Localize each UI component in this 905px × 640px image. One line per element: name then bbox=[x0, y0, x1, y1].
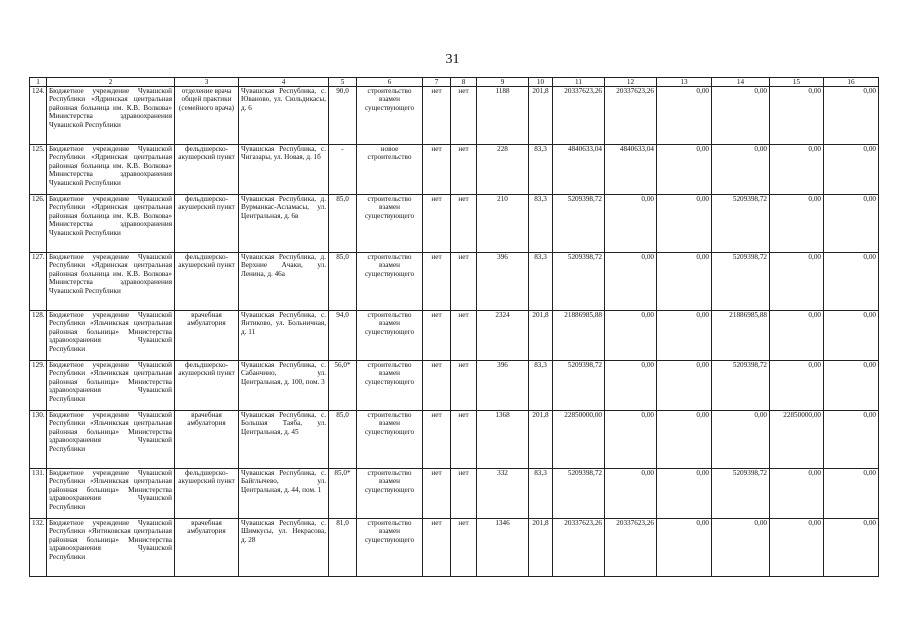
total-cost: 5209398,72 bbox=[553, 195, 605, 253]
column-header: 13 bbox=[657, 78, 712, 87]
institution-name: Бюджетное учреждение Чувашской Республики «Ядринская центральная районная больница им. К.В. Волкова» Министерства здравоохранения Чувашской Республики bbox=[47, 145, 175, 195]
col-9: 332 bbox=[477, 469, 529, 519]
institution-name: Бюджетное учреждение Чувашской Республики «Янтиковская центральная районная больница» Министерства здравоохранения Чувашской Республики bbox=[47, 519, 175, 577]
wear-percent: 85,0* bbox=[329, 469, 357, 519]
wear-percent: 81,0 bbox=[329, 519, 357, 577]
cost-col-13: 0,00 bbox=[657, 253, 712, 311]
column-header: 2 bbox=[47, 78, 175, 87]
construction-type: строительство взамен существующего bbox=[357, 361, 423, 411]
cost-col-15: 0,00 bbox=[770, 469, 824, 519]
col-10: 201,8 bbox=[529, 311, 553, 361]
wear-percent: 85,0 bbox=[329, 253, 357, 311]
cost-col-16: 0,00 bbox=[824, 145, 879, 195]
cost-col-14: 0,00 bbox=[712, 519, 770, 577]
facility-type: врачебная амбулатория bbox=[175, 311, 239, 361]
facility-type: фельдшерско-акушерский пункт bbox=[175, 361, 239, 411]
cost-col-14: 0,00 bbox=[712, 87, 770, 145]
institution-name: Бюджетное учреждение Чувашской Республики «Ядринская центральная районная больница им. К.В. Волкова» Министерства здравоохранения Чувашской Республики bbox=[47, 253, 175, 311]
col-8: нет bbox=[451, 411, 477, 469]
col-9: 1188 bbox=[477, 87, 529, 145]
row-number: 127. bbox=[30, 253, 47, 311]
construction-type: строительство взамен существующего bbox=[357, 311, 423, 361]
column-header: 15 bbox=[770, 78, 824, 87]
col-8: нет bbox=[451, 361, 477, 411]
row-number: 124. bbox=[30, 87, 47, 145]
facility-type: фельдшерско-акушерский пункт bbox=[175, 195, 239, 253]
col-8: нет bbox=[451, 87, 477, 145]
institution-name: Бюджетное учреждение Чувашской Республики «Яльчикская центральная районная больница» Министерства здравоохранения Чувашской Республики bbox=[47, 361, 175, 411]
cost-col-13: 0,00 bbox=[657, 411, 712, 469]
cost-col-12: 4840633,04 bbox=[605, 145, 657, 195]
col-8: нет bbox=[451, 253, 477, 311]
column-header: 8 bbox=[451, 78, 477, 87]
col-9: 2324 bbox=[477, 311, 529, 361]
total-cost: 4840633,04 bbox=[553, 145, 605, 195]
row-number: 125. bbox=[30, 145, 47, 195]
cost-col-13: 0,00 bbox=[657, 519, 712, 577]
cost-col-13: 0,00 bbox=[657, 145, 712, 195]
address: Чувашская Республика, с. Сабанчино, ул. Центральная, д. 100, пом. 3 bbox=[239, 361, 329, 411]
total-cost: 22850000,00 bbox=[553, 411, 605, 469]
cost-col-14: 5209398,72 bbox=[712, 253, 770, 311]
address: Чувашская Республика, с. Байглычево, ул. Центральная, д. 44, пом. 1 bbox=[239, 469, 329, 519]
column-header: 16 bbox=[824, 78, 879, 87]
cost-col-15: 0,00 bbox=[770, 519, 824, 577]
cost-col-16: 0,00 bbox=[824, 469, 879, 519]
address: Чувашская Республика, с. Большая Таяба, ул. Центральная, д. 45 bbox=[239, 411, 329, 469]
wear-percent: 90,0 bbox=[329, 87, 357, 145]
col-10: 201,8 bbox=[529, 411, 553, 469]
cost-col-15: 0,00 bbox=[770, 87, 824, 145]
construction-type: строительство взамен существующего bbox=[357, 195, 423, 253]
column-header: 12 bbox=[605, 78, 657, 87]
facility-type: отделение врача общей практики (семейного врача) bbox=[175, 87, 239, 145]
col-9: 396 bbox=[477, 253, 529, 311]
construction-type: новое строительство bbox=[357, 145, 423, 195]
cost-col-16: 0,00 bbox=[824, 519, 879, 577]
cost-col-12: 20337623,26 bbox=[605, 519, 657, 577]
col-7: нет bbox=[423, 519, 451, 577]
cost-col-12: 0,00 bbox=[605, 253, 657, 311]
cost-col-14: 21886985,88 bbox=[712, 311, 770, 361]
column-header: 4 bbox=[239, 78, 329, 87]
address: Чувашская Республика, д. Вурманкас-Асламасы, ул. Центральная, д. 6в bbox=[239, 195, 329, 253]
page-number: 31 bbox=[445, 52, 460, 67]
cost-col-12: 0,00 bbox=[605, 195, 657, 253]
cost-col-13: 0,00 bbox=[657, 361, 712, 411]
cost-col-14: 5209398,72 bbox=[712, 469, 770, 519]
table-row bbox=[30, 411, 879, 469]
row-number: 129. bbox=[30, 361, 47, 411]
institution-name: Бюджетное учреждение Чувашской Республики «Яльчикская центральная районная больница» Министерства здравоохранения Чувашской Республики bbox=[47, 311, 175, 361]
wear-percent: 85,0 bbox=[329, 411, 357, 469]
construction-type: строительство взамен существующего bbox=[357, 469, 423, 519]
table-row bbox=[30, 87, 879, 145]
institution-name: Бюджетное учреждение Чувашской Республики «Ядринская центральная районная больница им. К.В. Волкова» Министерства здравоохранения Чувашской Республики bbox=[47, 87, 175, 145]
column-header: 5 bbox=[329, 78, 357, 87]
col-9: 396 bbox=[477, 361, 529, 411]
col-9: 210 bbox=[477, 195, 529, 253]
column-header: 3 bbox=[175, 78, 239, 87]
total-cost: 5209398,72 bbox=[553, 361, 605, 411]
facility-type: фельдшерско-акушерский пункт bbox=[175, 145, 239, 195]
wear-percent: 94,0 bbox=[329, 311, 357, 361]
row-number: 130. bbox=[30, 411, 47, 469]
col-10: 83,3 bbox=[529, 361, 553, 411]
col-7: нет bbox=[423, 87, 451, 145]
col-10: 83,3 bbox=[529, 469, 553, 519]
cost-col-12: 0,00 bbox=[605, 311, 657, 361]
column-header: 10 bbox=[529, 78, 553, 87]
column-number-row bbox=[30, 78, 879, 87]
address: Чувашская Республика, с. Юваново, ул. Сюльдикасы, д. 6 bbox=[239, 87, 329, 145]
row-number: 132. bbox=[30, 519, 47, 577]
total-cost: 5209398,72 bbox=[553, 469, 605, 519]
cost-col-14: 5209398,72 bbox=[712, 361, 770, 411]
col-7: нет bbox=[423, 311, 451, 361]
table-row bbox=[30, 253, 879, 311]
wear-percent: 85,0 bbox=[329, 195, 357, 253]
cost-col-14: 0,00 bbox=[712, 145, 770, 195]
row-number: 131. bbox=[30, 469, 47, 519]
cost-col-16: 0,00 bbox=[824, 253, 879, 311]
address: Чувашская Республика, с. Янтиково, ул. Больничная, д. 11 bbox=[239, 311, 329, 361]
facilities-table bbox=[29, 77, 879, 577]
column-header: 11 bbox=[553, 78, 605, 87]
col-9: 1346 bbox=[477, 519, 529, 577]
col-8: нет bbox=[451, 311, 477, 361]
cost-col-15: 0,00 bbox=[770, 253, 824, 311]
col-10: 83,3 bbox=[529, 195, 553, 253]
col-9: 228 bbox=[477, 145, 529, 195]
facility-type: фельдшерско-акушерский пункт bbox=[175, 469, 239, 519]
wear-percent: 56,0* bbox=[329, 361, 357, 411]
cost-col-13: 0,00 bbox=[657, 87, 712, 145]
cost-col-13: 0,00 bbox=[657, 469, 712, 519]
table-row bbox=[30, 195, 879, 253]
wear-percent: - bbox=[329, 145, 357, 195]
column-header: 1 bbox=[30, 78, 47, 87]
column-header: 9 bbox=[477, 78, 529, 87]
cost-col-14: 0,00 bbox=[712, 411, 770, 469]
col-10: 201,8 bbox=[529, 519, 553, 577]
table-row bbox=[30, 311, 879, 361]
cost-col-12: 0,00 bbox=[605, 361, 657, 411]
address: Чувашская Республика, с. Шимкусы, ул. Некрасова, д. 28 bbox=[239, 519, 329, 577]
cost-col-12: 0,00 bbox=[605, 411, 657, 469]
table-row bbox=[30, 519, 879, 577]
column-header: 7 bbox=[423, 78, 451, 87]
cost-col-15: 0,00 bbox=[770, 195, 824, 253]
construction-type: строительство взамен существующего bbox=[357, 519, 423, 577]
cost-col-12: 0,00 bbox=[605, 469, 657, 519]
table-row bbox=[30, 469, 879, 519]
column-header: 14 bbox=[712, 78, 770, 87]
construction-type: строительство взамен существующего bbox=[357, 253, 423, 311]
col-7: нет bbox=[423, 469, 451, 519]
cost-col-15: 0,00 bbox=[770, 361, 824, 411]
cost-col-15: 0,00 bbox=[770, 145, 824, 195]
row-number: 126. bbox=[30, 195, 47, 253]
total-cost: 20337623,26 bbox=[553, 519, 605, 577]
cost-col-16: 0,00 bbox=[824, 411, 879, 469]
row-number: 128. bbox=[30, 311, 47, 361]
col-10: 83,3 bbox=[529, 253, 553, 311]
col-7: нет bbox=[423, 145, 451, 195]
cost-col-16: 0,00 bbox=[824, 87, 879, 145]
col-10: 201,8 bbox=[529, 87, 553, 145]
col-8: нет bbox=[451, 519, 477, 577]
col-8: нет bbox=[451, 469, 477, 519]
facility-type: врачебная амбулатория bbox=[175, 411, 239, 469]
col-7: нет bbox=[423, 361, 451, 411]
institution-name: Бюджетное учреждение Чувашской Республики «Яльчикская центральная районная больница» Министерства здравоохранения Чувашской Республики bbox=[47, 411, 175, 469]
cost-col-14: 5209398,72 bbox=[712, 195, 770, 253]
cost-col-12: 20337623,26 bbox=[605, 87, 657, 145]
table-row bbox=[30, 145, 879, 195]
col-7: нет bbox=[423, 195, 451, 253]
address: Чувашская Республика, с. Чигазары, ул. Новая, д. 1б bbox=[239, 145, 329, 195]
facility-type: врачебная амбулатория bbox=[175, 519, 239, 577]
col-9: 1368 bbox=[477, 411, 529, 469]
col-7: нет bbox=[423, 253, 451, 311]
cost-col-16: 0,00 bbox=[824, 311, 879, 361]
col-8: нет bbox=[451, 195, 477, 253]
cost-col-15: 0,00 bbox=[770, 311, 824, 361]
total-cost: 20337623,26 bbox=[553, 87, 605, 145]
cost-col-16: 0,00 bbox=[824, 361, 879, 411]
cost-col-13: 0,00 bbox=[657, 311, 712, 361]
table-row bbox=[30, 361, 879, 411]
cost-col-15: 22850000,00 bbox=[770, 411, 824, 469]
col-8: нет bbox=[451, 145, 477, 195]
cost-col-16: 0,00 bbox=[824, 195, 879, 253]
cost-col-13: 0,00 bbox=[657, 195, 712, 253]
institution-name: Бюджетное учреждение Чувашской Республики «Яльчикская центральная районная больница» Министерства здравоохранения Чувашской Республики bbox=[47, 469, 175, 519]
total-cost: 21886985,88 bbox=[553, 311, 605, 361]
total-cost: 5209398,72 bbox=[553, 253, 605, 311]
institution-name: Бюджетное учреждение Чувашской Республики «Ядринская центральная районная больница им. К.В. Волкова» Министерства здравоохранения Чувашской Республики bbox=[47, 195, 175, 253]
facility-type: фельдшерско-акушерский пункт bbox=[175, 253, 239, 311]
col-7: нет bbox=[423, 411, 451, 469]
column-header: 6 bbox=[357, 78, 423, 87]
construction-type: строительство взамен существующего bbox=[357, 411, 423, 469]
col-10: 83,3 bbox=[529, 145, 553, 195]
address: Чувашская Республика, д. Верхние Ачаки, ул. Ленина, д. 46а bbox=[239, 253, 329, 311]
construction-type: строительство взамен существующего bbox=[357, 87, 423, 145]
